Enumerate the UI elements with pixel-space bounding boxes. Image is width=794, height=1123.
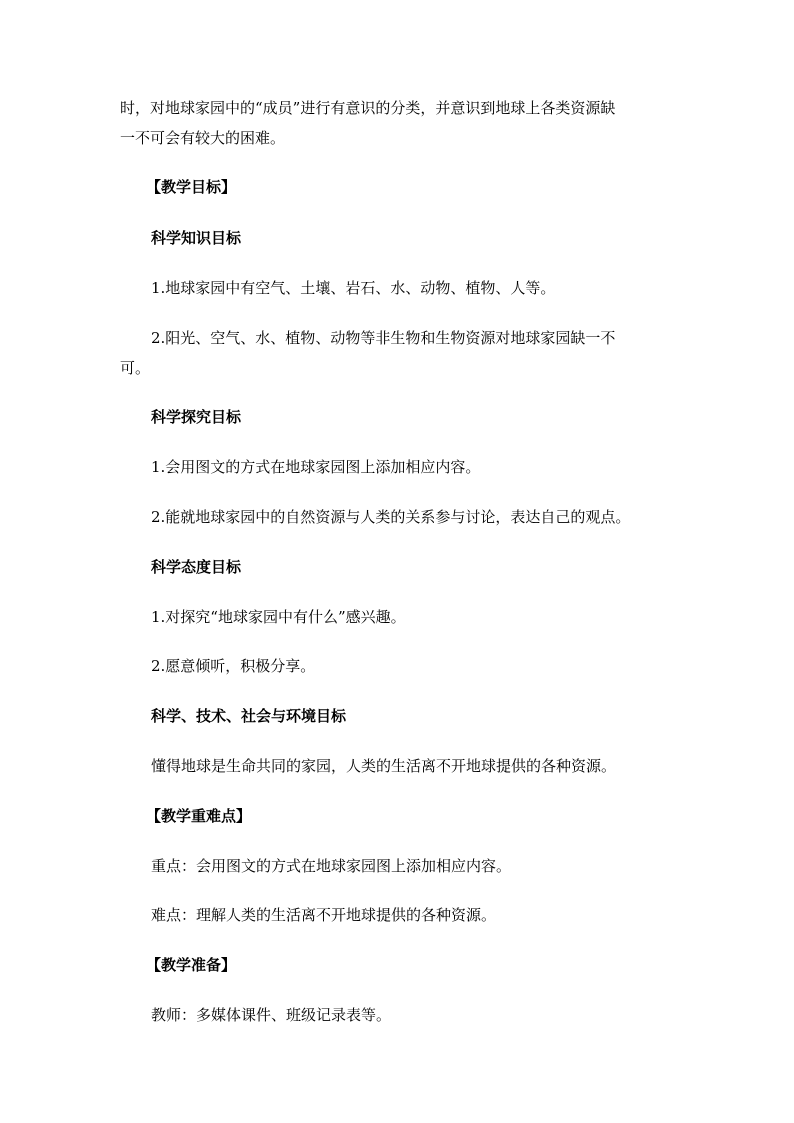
teaching-goals-heading: 【教学目标】	[146, 178, 237, 196]
knowledge-goal-2-line-1: 2.阳光、空气、水、植物、动物等非生物和生物资源对地球家园缺一不	[151, 329, 616, 347]
inquiry-goal-1: 1.会用图文的方式在地球家园图上添加相应内容。	[151, 458, 481, 476]
attitude-goal-2: 2.愿意倾听，积极分享。	[151, 657, 316, 675]
stse-goal-text: 懂得地球是生命共同的家园，人类的生活离不开地球提供的各种资源。	[151, 757, 617, 775]
preparation-heading: 【教学准备】	[146, 956, 237, 974]
attitude-goals-heading: 科学态度目标	[151, 558, 242, 576]
inquiry-goals-heading: 科学探究目标	[151, 408, 242, 426]
knowledge-goals-heading: 科学知识目标	[151, 229, 242, 247]
knowledge-goal-2-line-2: 可。	[120, 359, 151, 377]
key-points-heading: 【教学重难点】	[146, 807, 252, 825]
intro-line-1: 时，对地球家园中的“成员”进行有意识的分类，并意识到地球上各类资源缺	[120, 99, 616, 117]
knowledge-goal-1: 1.地球家园中有空气、土壤、岩石、水、动物、植物、人等。	[151, 279, 556, 297]
intro-line-2: 一不可会有较大的困难。	[120, 129, 286, 147]
stse-goals-heading: 科学、技术、社会与环境目标	[151, 707, 347, 725]
difficult-point: 难点：理解人类的生活离不开地球提供的各种资源。	[151, 906, 497, 924]
key-point: 重点：会用图文的方式在地球家园图上添加相应内容。	[151, 857, 512, 875]
teacher-preparation: 教师：多媒体课件、班级记录表等。	[151, 1006, 392, 1024]
attitude-goal-1: 1.对探究“地球家园中有什么”感兴趣。	[151, 608, 406, 626]
inquiry-goal-2: 2.能就地球家园中的自然资源与人类的关系参与讨论，表达自己的观点。	[151, 508, 631, 526]
